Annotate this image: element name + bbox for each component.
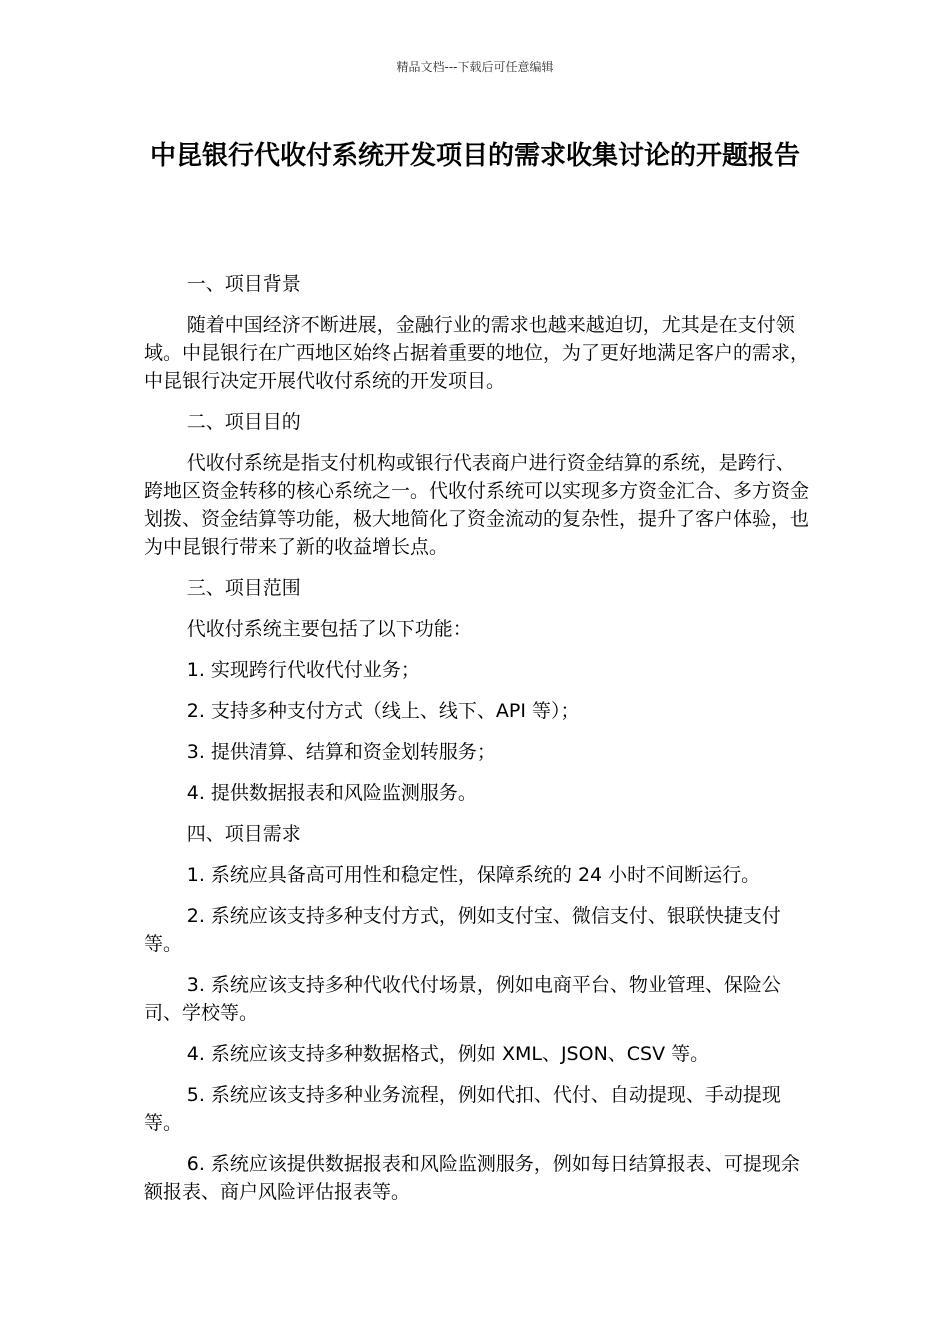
requirement-list-item: 2. 系统应该支持多种支付方式，例如支付宝、微信支付、银联快捷支付等。 — [144, 905, 781, 955]
paragraph-scope-intro: 代收付系统主要包括了以下功能： — [186, 618, 472, 640]
section-heading-scope: 三、项目范围 — [186, 577, 301, 599]
paragraph-background: 随着中国经济不断进展，金融行业的需求也越来越迫切，尤其是在支付领域。中昆银行在广西地区始终占据着重要的地位，为了更好地满足客户的需求，中昆银行决定开展代收付系统的开发项目。 — [144, 314, 810, 392]
requirement-list-item: 1. 系统应具备高可用性和稳定性，保障系统的 24 小时不间断运行。 — [186, 864, 761, 886]
requirement-list-item: 6. 系统应该提供数据报表和风险监测服务，例如每日结算报表、可提现余额报表、商户风险评估报表等。 — [144, 1153, 800, 1203]
requirement-list-item: 5. 系统应该支持多种业务流程，例如代扣、代付、自动提现、手动提现等。 — [144, 1084, 781, 1134]
document-title: 中昆银行代收付系统开发项目的需求收集讨论的开题报告 — [149, 141, 800, 171]
scope-list-item: 1. 实现跨行代收代付业务； — [186, 659, 420, 681]
document-body — [144, 270, 809, 1219]
section-heading-requirements: 四、项目需求 — [186, 823, 301, 845]
paragraph-purpose: 代收付系统是指支付机构或银行代表商户进行资金结算的系统，是跨行、跨地区资金转移的核心系统之一。代收付系统可以实现多方资金汇合、多方资金划拨、资金结算等功能，极大地简化了资金流动的复杂性，提升了客户体验，也为中昆银行带来了新的收益增长点。 — [144, 452, 810, 558]
header-note: 精品文档---下载后可任意编辑 — [396, 60, 554, 74]
scope-list-item: 4. 提供数据报表和风险监测服务。 — [186, 782, 477, 804]
scope-list-item: 3. 提供清算、结算和资金划转服务； — [186, 741, 496, 763]
requirement-list-item: 3. 系统应该支持多种代收代付场景，例如电商平台、物业管理、保险公司、学校等。 — [144, 974, 781, 1024]
section-heading-background: 一、项目背景 — [186, 273, 301, 295]
requirement-list-item: 4. 系统应该支持多种数据格式，例如 XML、JSON、CSV 等。 — [186, 1043, 710, 1065]
section-heading-purpose: 二、项目目的 — [186, 411, 301, 433]
scope-list-item: 2. 支持多种支付方式（线上、线下、API 等）； — [186, 700, 580, 722]
